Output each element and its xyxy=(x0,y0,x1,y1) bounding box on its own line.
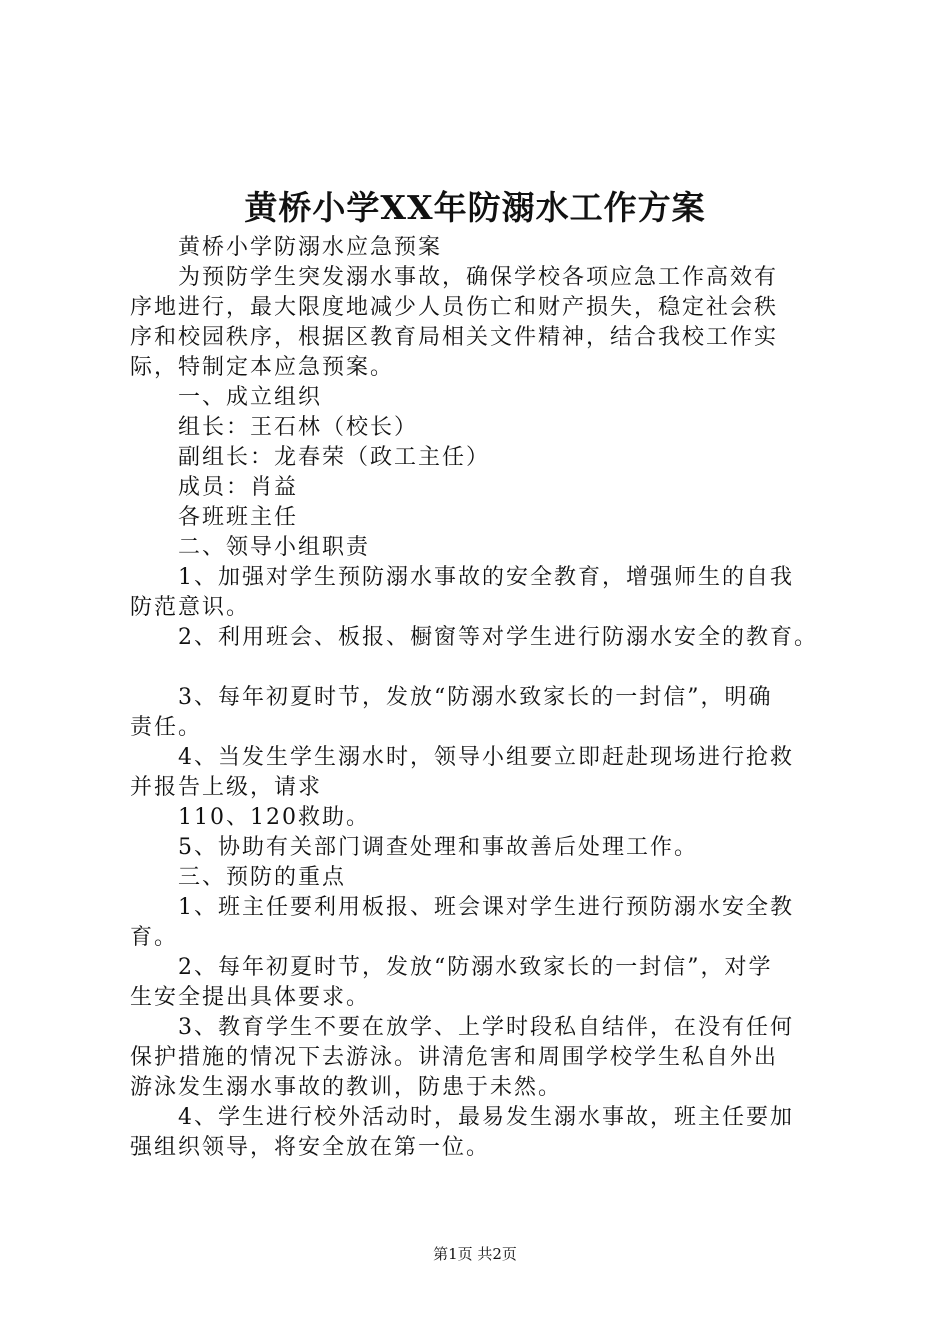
paragraph-line: 3、教育学生不要在放学、上学时段私自结伴，在没有任何 xyxy=(178,1015,794,1040)
paragraph-line: 二、领导小组职责 xyxy=(178,535,371,560)
paragraph-line: 110、120救助。 xyxy=(178,805,370,830)
paragraph-line: 为预防学生突发溺水事故，确保学校各项应急工作高效有 xyxy=(178,265,779,290)
paragraph-line: 强组织领导，将安全放在第一位。 xyxy=(130,1135,491,1160)
paragraph-line: 防范意识。 xyxy=(130,595,251,620)
paragraph-line: 5、协助有关部门调查处理和事故善后处理工作。 xyxy=(178,835,698,860)
paragraph-line: 4、当发生学生溺水时，领导小组要立即赶赴现场进行抢救 xyxy=(178,745,794,770)
paragraph-line: 育。 xyxy=(130,925,179,950)
page-footer: 第1页 共2页 xyxy=(433,1245,517,1263)
paragraph-line: 1、加强对学生预防溺水事故的安全教育，增强师生的自我 xyxy=(178,565,794,590)
paragraph-line: 组长：王石林（校长） xyxy=(178,415,419,440)
paragraph-line: 黄桥小学防溺水应急预案 xyxy=(178,235,443,260)
paragraph-line: 副组长：龙春荣（政工主任） xyxy=(178,445,491,470)
paragraph-line: 游泳发生溺水事故的教训，防患于未然。 xyxy=(130,1075,563,1100)
paragraph-line: 三、预防的重点 xyxy=(178,865,347,890)
paragraph-line: 1、班主任要利用板报、班会课对学生进行预防溺水安全教 xyxy=(178,895,794,920)
paragraph-line: 保护措施的情况下去游泳。讲清危害和周围学校学生私自外出 xyxy=(130,1045,779,1070)
document-body xyxy=(130,233,840,1163)
paragraph-line: 序和校园秩序，根据区教育局相关文件精神，结合我校工作实 xyxy=(130,325,779,350)
paragraph-line: 成员：肖益 xyxy=(178,475,299,500)
paragraph-line: 各班班主任 xyxy=(178,505,299,530)
paragraph-line: 并报告上级，请求 xyxy=(130,775,323,800)
paragraph-line: 2、每年初夏时节，发放“防溺水致家长的一封信”，对学 xyxy=(178,955,773,980)
paragraph-line: 序地进行，最大限度地减少人员伤亡和财产损失，稳定社会秩 xyxy=(130,295,779,320)
paragraph-line: 际，特制定本应急预案。 xyxy=(130,355,395,380)
paragraph-line: 生安全提出具体要求。 xyxy=(130,985,371,1010)
paragraph-line: 3、每年初夏时节，发放“防溺水致家长的一封信”，明确 xyxy=(178,685,773,710)
paragraph-line: 2、利用班会、板报、橱窗等对学生进行防溺水安全的教育。 xyxy=(178,625,818,650)
paragraph-line: 一、成立组织 xyxy=(178,385,323,410)
document-title: 黄桥小学XX年防溺水工作方案 xyxy=(244,188,706,227)
paragraph-line: 4、学生进行校外活动时，最易发生溺水事故，班主任要加 xyxy=(178,1105,794,1130)
paragraph-line: 责任。 xyxy=(130,715,203,740)
blank-line xyxy=(130,653,840,683)
